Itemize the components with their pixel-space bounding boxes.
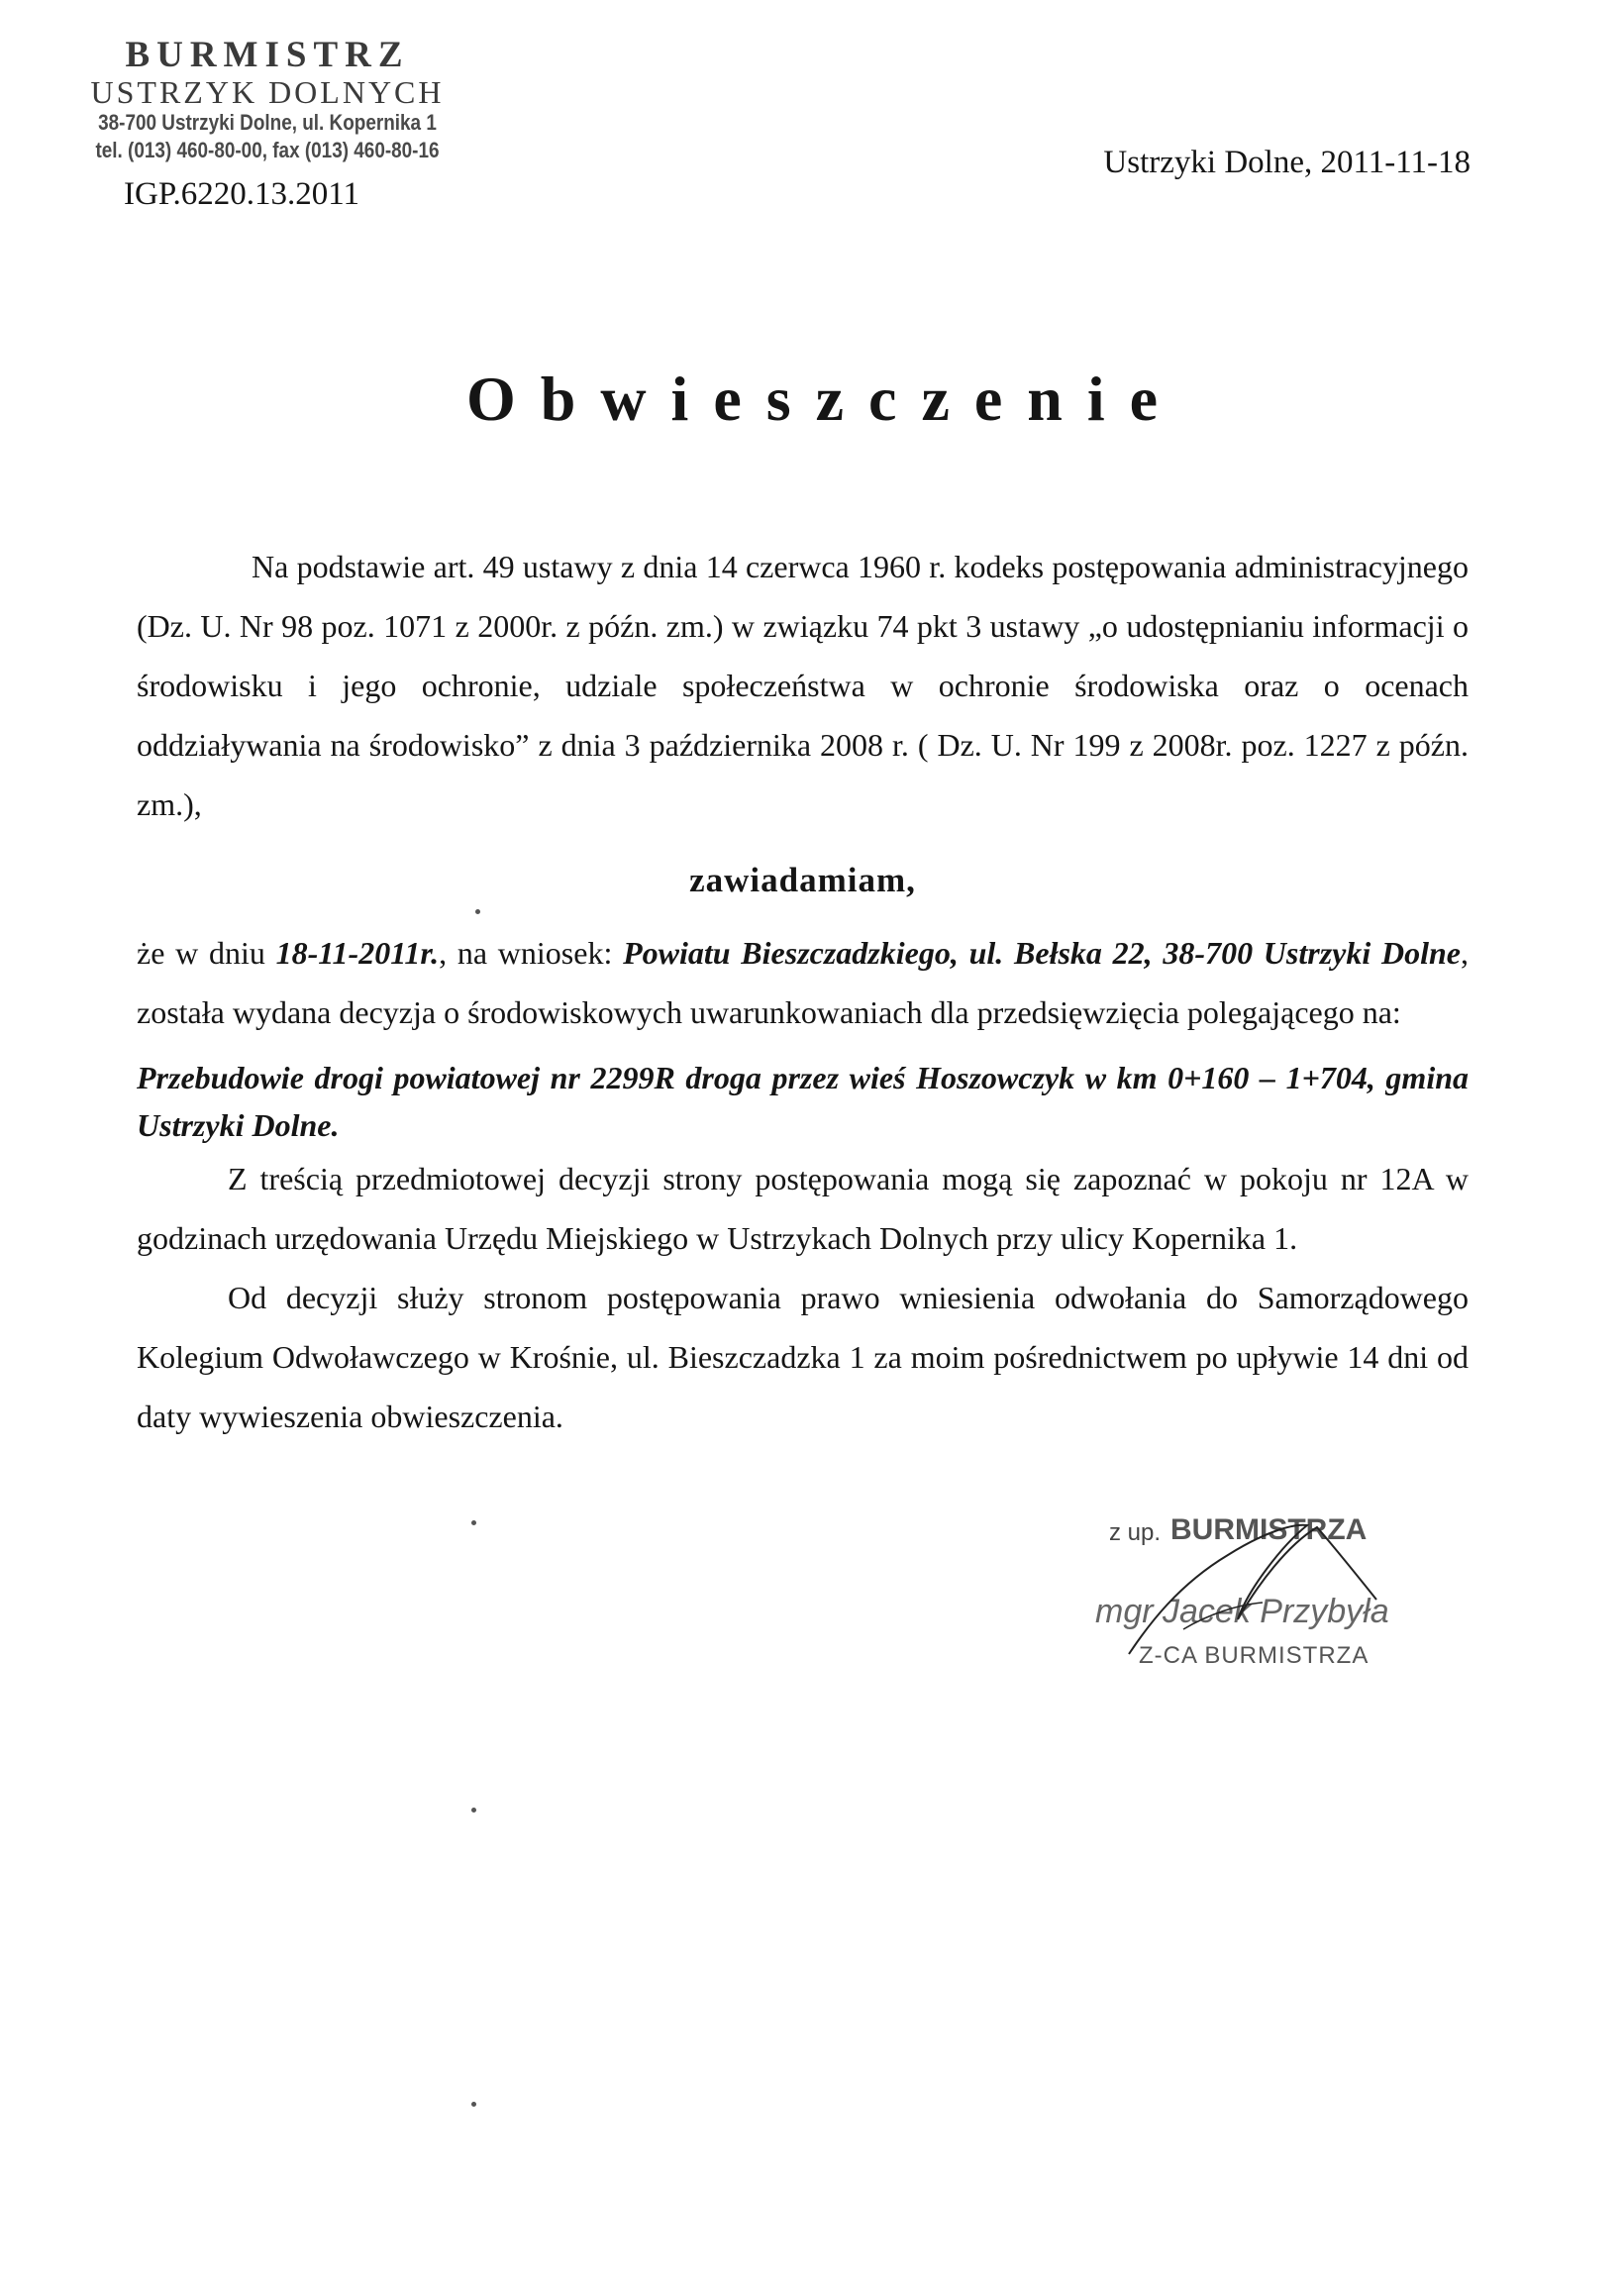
signature-prefix: z up. — [1109, 1519, 1162, 1546]
document-title: Obwieszczenie — [465, 363, 1183, 434]
signature-stamp — [1089, 1505, 1406, 1684]
notice-body — [137, 537, 1469, 1446]
decision-date: 18-11-2011r. — [275, 935, 440, 971]
letterhead-phones: tel. (013) 460-80-00, fax (013) 460-80-16 — [95, 138, 440, 162]
reference-number: IGP.6220.13.2011 — [124, 176, 360, 212]
scan-speck — [475, 909, 480, 914]
lead-word: zawiadamiam, — [689, 861, 916, 899]
letterhead-address: 38-700 Ustrzyki Dolne, ul. Kopernika 1 — [98, 110, 437, 135]
place-date: Ustrzyki Dolne, 2011-11-18 — [1103, 145, 1471, 180]
letterhead-office: BURMISTRZ — [125, 35, 410, 75]
legal-basis-paragraph: Na podstawie art. 49 ustawy z dnia 14 czerwca 1960 r. kodeks postępowania administracyjnego (Dz. U. Nr 98 poz. 1071 z 2000r. z późn. zm.) w związku 74 pkt 3 ustawy „o udostępnianiu informacji o środowisku i jego ochronie, udziale społeczeństwa w ochronie środowiska oraz o ocenach oddziaływania na środowisko” z dnia 3 października 2008 r. ( Dz. U. Nr 199 z 2008r. poz. 1227 z późn. zm.), — [137, 549, 1469, 822]
decision-paragraph — [137, 923, 1469, 1042]
scan-speck — [471, 2102, 476, 2107]
scan-speck — [471, 1808, 476, 1813]
scan-speck — [471, 1520, 476, 1525]
decision-text-1: że w dniu — [137, 935, 276, 971]
decision-text-2: , na wniosek: — [439, 935, 624, 971]
decision-subject: Przebudowie drogi powiatowej nr 2299R droga przez wieś Hoszowczyk w km 0+160 – 1+704, gmina Ustrzyki Dolne. — [137, 1060, 1469, 1143]
appeal-paragraph: Od decyzji służy stronom postępowania prawo wniesienia odwołania do Samorządowego Kolegium Odwoławczego w Krośnie, ul. Bieszczadzka 1 za moim pośrednictwem po upływie 14 dni od daty wywieszenia obwieszczenia. — [137, 1280, 1469, 1434]
letterhead-stamp — [59, 36, 475, 164]
decision-text-3: , została wydana decyzja o środowiskowych uwarunkowaniach dla przedsięwzięcia polegającego na: — [137, 935, 1470, 1030]
signature-role: Z-CA BURMISTRZA — [1139, 1642, 1370, 1669]
signature-office: BURMISTRZA — [1170, 1513, 1368, 1546]
letterhead-town: USTRZYK DOLNYCH — [90, 74, 445, 110]
signature-name: mgr Jacek Przybyła — [1095, 1593, 1389, 1630]
access-paragraph: Z treścią przedmiotowej decyzji strony postępowania mogą się zapoznać w pokoju nr 12A w godzinach urzędowania Urzędu Miejskiego w Ustrzykach Dolnych przy ulicy Kopernika 1. — [137, 1161, 1469, 1256]
applicant: Powiatu Bieszczadzkiego, ul. Bełska 22, 38-700 Ustrzyki Dolne — [623, 935, 1462, 971]
